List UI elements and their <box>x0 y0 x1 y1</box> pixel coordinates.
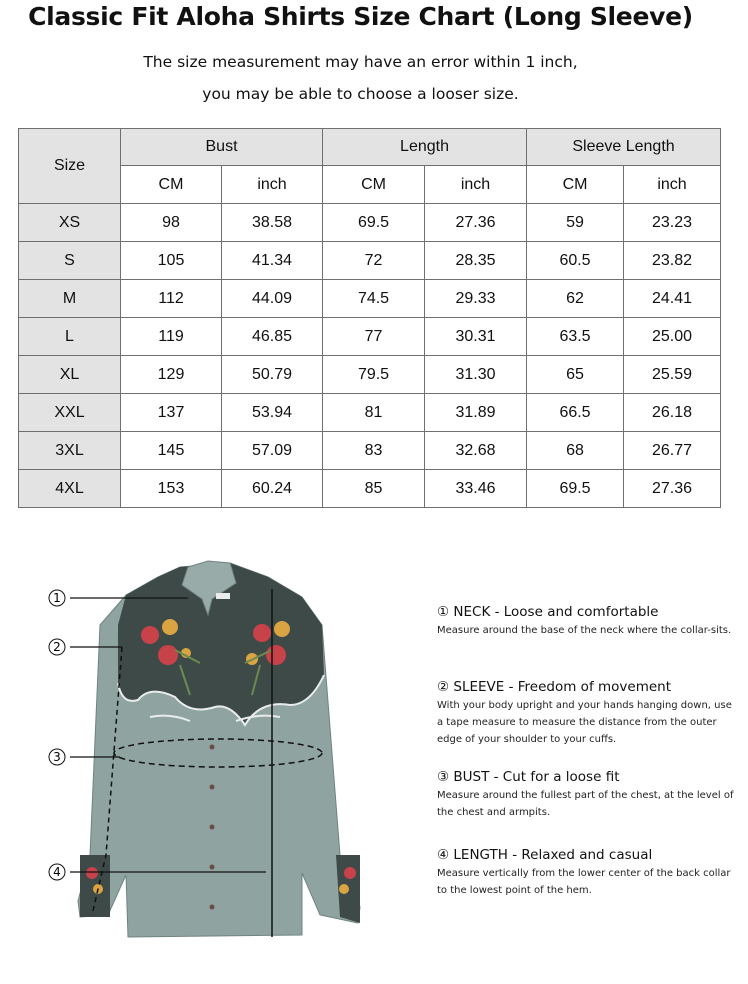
value-cell: 46.85 <box>222 318 323 356</box>
table-row <box>19 394 721 432</box>
value-cell: 30.31 <box>425 318 527 356</box>
value-cell: 83 <box>323 432 425 470</box>
value-cell: 41.34 <box>222 242 323 280</box>
value-cell: 60.5 <box>527 242 624 280</box>
value-cell: 129 <box>121 356 222 394</box>
size-cell: XL <box>19 356 121 394</box>
marker-2-label: 2 <box>53 640 61 654</box>
marker-4-label: 4 <box>53 865 61 879</box>
note-sleeve <box>437 679 737 748</box>
value-cell: 79.5 <box>323 356 425 394</box>
size-cell: L <box>19 318 121 356</box>
value-cell: 77 <box>323 318 425 356</box>
value-cell: 26.18 <box>624 394 721 432</box>
value-cell: 26.77 <box>624 432 721 470</box>
note-title: ① NECK - Loose and comfortable <box>437 604 659 620</box>
size-cell: XS <box>19 204 121 242</box>
note-description: Measure around the fullest part of the chest, at the level of the chest and armpits. <box>437 790 734 818</box>
value-cell: 23.23 <box>624 204 721 242</box>
value-cell: 23.82 <box>624 242 721 280</box>
marker-1-label: 1 <box>53 591 61 605</box>
table-body <box>19 204 721 508</box>
value-cell: 98 <box>121 204 222 242</box>
unit-header: inch <box>222 166 323 204</box>
value-cell: 53.94 <box>222 394 323 432</box>
marker-4 <box>49 864 65 880</box>
collar-label <box>216 593 230 599</box>
unit-header: inch <box>624 166 721 204</box>
value-cell: 81 <box>323 394 425 432</box>
note-length <box>437 847 737 899</box>
value-cell: 33.46 <box>425 470 527 508</box>
value-cell: 50.79 <box>222 356 323 394</box>
value-cell: 68 <box>527 432 624 470</box>
table-unit-row <box>19 166 721 204</box>
unit-header: inch <box>425 166 527 204</box>
unit-header: CM <box>121 166 222 204</box>
value-cell: 25.59 <box>624 356 721 394</box>
table-row <box>19 432 721 470</box>
size-cell: 4XL <box>19 470 121 508</box>
table-row <box>19 280 721 318</box>
value-cell: 31.89 <box>425 394 527 432</box>
value-cell: 69.5 <box>323 204 425 242</box>
table-row <box>19 356 721 394</box>
value-cell: 27.36 <box>624 470 721 508</box>
value-cell: 63.5 <box>527 318 624 356</box>
marker-3-label: 3 <box>53 750 61 764</box>
value-cell: 105 <box>121 242 222 280</box>
table-row <box>19 204 721 242</box>
table-header-row <box>19 129 721 166</box>
value-cell: 85 <box>323 470 425 508</box>
size-cell: S <box>19 242 121 280</box>
note-description: With your body upright and your hands hanging down, use a tape measure to measure the distance from the outer edge of your shoulder to your cuffs. <box>437 700 732 745</box>
value-cell: 119 <box>121 318 222 356</box>
note-bust <box>437 769 737 821</box>
bust-header: Bust <box>121 129 323 166</box>
value-cell: 24.41 <box>624 280 721 318</box>
unit-header: CM <box>527 166 624 204</box>
value-cell: 65 <box>527 356 624 394</box>
value-cell: 28.35 <box>425 242 527 280</box>
value-cell: 59 <box>527 204 624 242</box>
value-cell: 145 <box>121 432 222 470</box>
value-cell: 57.09 <box>222 432 323 470</box>
unit-header: CM <box>323 166 425 204</box>
value-cell: 137 <box>121 394 222 432</box>
size-cell: XXL <box>19 394 121 432</box>
value-cell: 69.5 <box>527 470 624 508</box>
note-title: ② SLEEVE - Freedom of movement <box>437 679 671 695</box>
note-neck <box>437 604 737 639</box>
value-cell: 27.36 <box>425 204 527 242</box>
value-cell: 66.5 <box>527 394 624 432</box>
table-row <box>19 470 721 508</box>
subtitle-line-1: The size measurement may have an error within 1 inch, <box>143 53 578 71</box>
note-description: Measure around the base of the neck where the collar-sits. <box>437 625 732 636</box>
marker-3 <box>49 749 65 765</box>
value-cell: 44.09 <box>222 280 323 318</box>
size-cell: 3XL <box>19 432 121 470</box>
value-cell: 153 <box>121 470 222 508</box>
size-chart-table <box>18 128 721 508</box>
sleeve-length-header: Sleeve Length <box>527 129 721 166</box>
note-title: ③ BUST - Cut for a loose fit <box>437 769 620 785</box>
value-cell: 38.58 <box>222 204 323 242</box>
marker-2 <box>49 639 65 655</box>
marker-1 <box>49 590 65 606</box>
value-cell: 62 <box>527 280 624 318</box>
length-header: Length <box>323 129 527 166</box>
size-cell: M <box>19 280 121 318</box>
table-row <box>19 318 721 356</box>
value-cell: 29.33 <box>425 280 527 318</box>
value-cell: 60.24 <box>222 470 323 508</box>
value-cell: 74.5 <box>323 280 425 318</box>
value-cell: 25.00 <box>624 318 721 356</box>
subtitle-line-2: you may be able to choose a looser size. <box>202 85 519 103</box>
shirt-diagram <box>40 555 385 945</box>
page-title: Classic Fit Aloha Shirts Size Chart (Long Sleeve) <box>28 2 693 31</box>
note-title: ④ LENGTH - Relaxed and casual <box>437 847 653 863</box>
note-description: Measure vertically from the lower center of the back collar to the lowest point of the hem. <box>437 868 731 896</box>
value-cell: 31.30 <box>425 356 527 394</box>
size-header: Size <box>19 129 121 204</box>
value-cell: 32.68 <box>425 432 527 470</box>
table-row <box>19 242 721 280</box>
value-cell: 112 <box>121 280 222 318</box>
value-cell: 72 <box>323 242 425 280</box>
